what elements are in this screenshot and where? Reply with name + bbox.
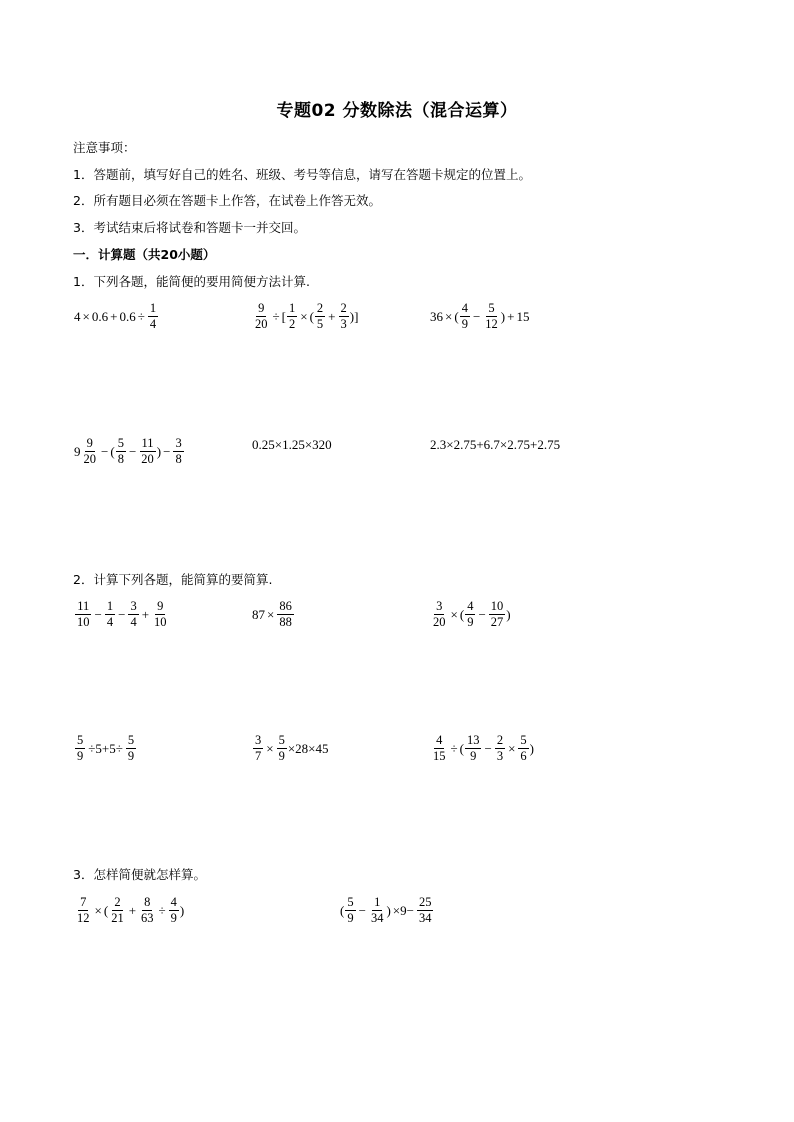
- notice-item: 1．答题前，填写好自己的姓名、班级、考号等信息，请写在答题卡规定的位置上。: [73, 167, 531, 182]
- q2-expression-5: $\frac{3}{7}$ × $\frac{5}{9}$ ×28×45: [255, 733, 329, 763]
- question-1-prompt: 1．下列各题，能简便的要用简便方法计算.: [73, 274, 310, 289]
- q2-expression-6: $\frac{4}{15}$ ÷ ( $\frac{13}{9}$ − $\frac{2}{3}$ × $\frac{5}{6}$ ): [433, 733, 535, 763]
- fraction: $\frac{13}{9}$: [466, 733, 480, 763]
- fraction: $\frac{1}{2}$: [288, 301, 296, 331]
- q1-expression-4: 9 $\frac{9}{20}$ − ( $\frac{5}{8}$ − $\frac{11}{20}$ ) − $\frac{3}{8}$: [74, 436, 182, 466]
- fraction: $\frac{4}{9}$: [467, 599, 474, 629]
- q1-expression-5: 0.25×1.25×320: [252, 437, 332, 452]
- fraction: $\frac{9}{20}$: [83, 436, 96, 466]
- q2-expression-3: $\frac{3}{20}$ × ( $\frac{4}{9}$ − $\frac{10}{27}$ ): [433, 599, 511, 629]
- fraction: $\frac{2}{21}$: [111, 895, 124, 925]
- fraction: $\frac{2}{3}$: [496, 733, 504, 763]
- fraction: $\frac{9}{10}$: [154, 599, 167, 629]
- q3-expression-1: $\frac{7}{12}$ × ( $\frac{2}{21}$ + $\frac{8}{63}$ ÷ $\frac{4}{9}$ ): [77, 895, 185, 925]
- fraction: $\frac{2}{5}$: [316, 301, 324, 331]
- q2-expression-4: $\frac{5}{9}$ ÷5+5÷ $\frac{5}{9}$: [77, 733, 135, 763]
- fraction: $\frac{3}{7}$: [255, 733, 262, 763]
- fraction: $\frac{11}{10}$: [77, 599, 90, 629]
- fraction: $\frac{2}{3}$: [340, 301, 347, 331]
- fraction: $\frac{4}{9}$: [461, 301, 468, 331]
- notice-heading: 注意事项：: [73, 140, 136, 155]
- fraction: $\frac{4}{9}$: [170, 895, 177, 925]
- fraction: $\frac{3}{8}$: [175, 436, 182, 466]
- fraction: $\frac{5}{9}$: [278, 733, 285, 763]
- fraction: $\frac{7}{12}$: [77, 895, 90, 925]
- fraction: $\frac{5}{8}$: [117, 436, 124, 466]
- fraction: $\frac{5}{9}$: [347, 895, 354, 925]
- question-2-prompt: 2．计算下列各题，能简算的要简算.: [73, 572, 273, 587]
- q1-expression-6: 2.3×2.75+6.7×2.75+2.75: [430, 437, 561, 452]
- section-title: 一．计算题（共20小题）: [73, 247, 216, 262]
- fraction: $\frac{86}{88}$: [279, 599, 292, 629]
- fraction: $\frac{8}{63}$: [141, 895, 154, 925]
- fraction: $\frac{5}{12}$: [485, 301, 498, 331]
- fraction: $\frac{9}{20}$: [255, 301, 268, 331]
- notice-item: 3．考试结束后将试卷和答题卡一并交回。: [73, 220, 306, 235]
- fraction: $\frac{3}{20}$: [433, 599, 446, 629]
- fraction: $\frac{4}{15}$: [433, 733, 446, 763]
- fraction: $\frac{5}{9}$: [127, 733, 135, 763]
- fraction: $\frac{3}{4}$: [130, 599, 137, 629]
- q3-expression-2: ( $\frac{5}{9}$ − $\frac{1}{34}$ ) ×9− $\frac{25}{34}$: [340, 895, 432, 925]
- fraction: $\frac{1}{4}$: [106, 599, 114, 629]
- fraction: $\frac{5}{6}$: [520, 733, 527, 763]
- fraction: $\frac{25}{34}$: [418, 895, 432, 925]
- q1-expression-2: $\frac{9}{20}$ ÷ [ $\frac{1}{2}$ × ( $\frac{2}{5}$ + $\frac{2}{3}$ ) ]: [255, 301, 359, 331]
- q1-expression-3: 36 × ( $\frac{4}{9}$ − $\frac{5}{12}$ ) + 15: [430, 301, 530, 331]
- fraction: $\frac{1}{4}$: [149, 301, 157, 331]
- q2-expression-1: $\frac{11}{10}$ − $\frac{1}{4}$ − $\frac{3}{4}$ + $\frac{9}{10}$: [77, 599, 167, 629]
- q1-expression-1: 4 × 0.6 + 0.6 ÷ $\frac{1}{4}$: [74, 301, 157, 331]
- fraction: $\frac{10}{27}$: [490, 599, 504, 629]
- fraction: $\frac{5}{9}$: [77, 733, 84, 763]
- q2-expression-2: 87 × $\frac{86}{88}$: [252, 599, 292, 629]
- fraction: $\frac{1}{34}$: [370, 895, 384, 925]
- page-title: 专题02 分数除法（混合运算）: [276, 101, 518, 121]
- notice-item: 2．所有题目必须在答题卡上作答，在试卷上作答无效。: [73, 193, 381, 208]
- question-3-prompt: 3．怎样简便就怎样算。: [73, 867, 206, 882]
- fraction: $\frac{11}{20}$: [141, 436, 154, 466]
